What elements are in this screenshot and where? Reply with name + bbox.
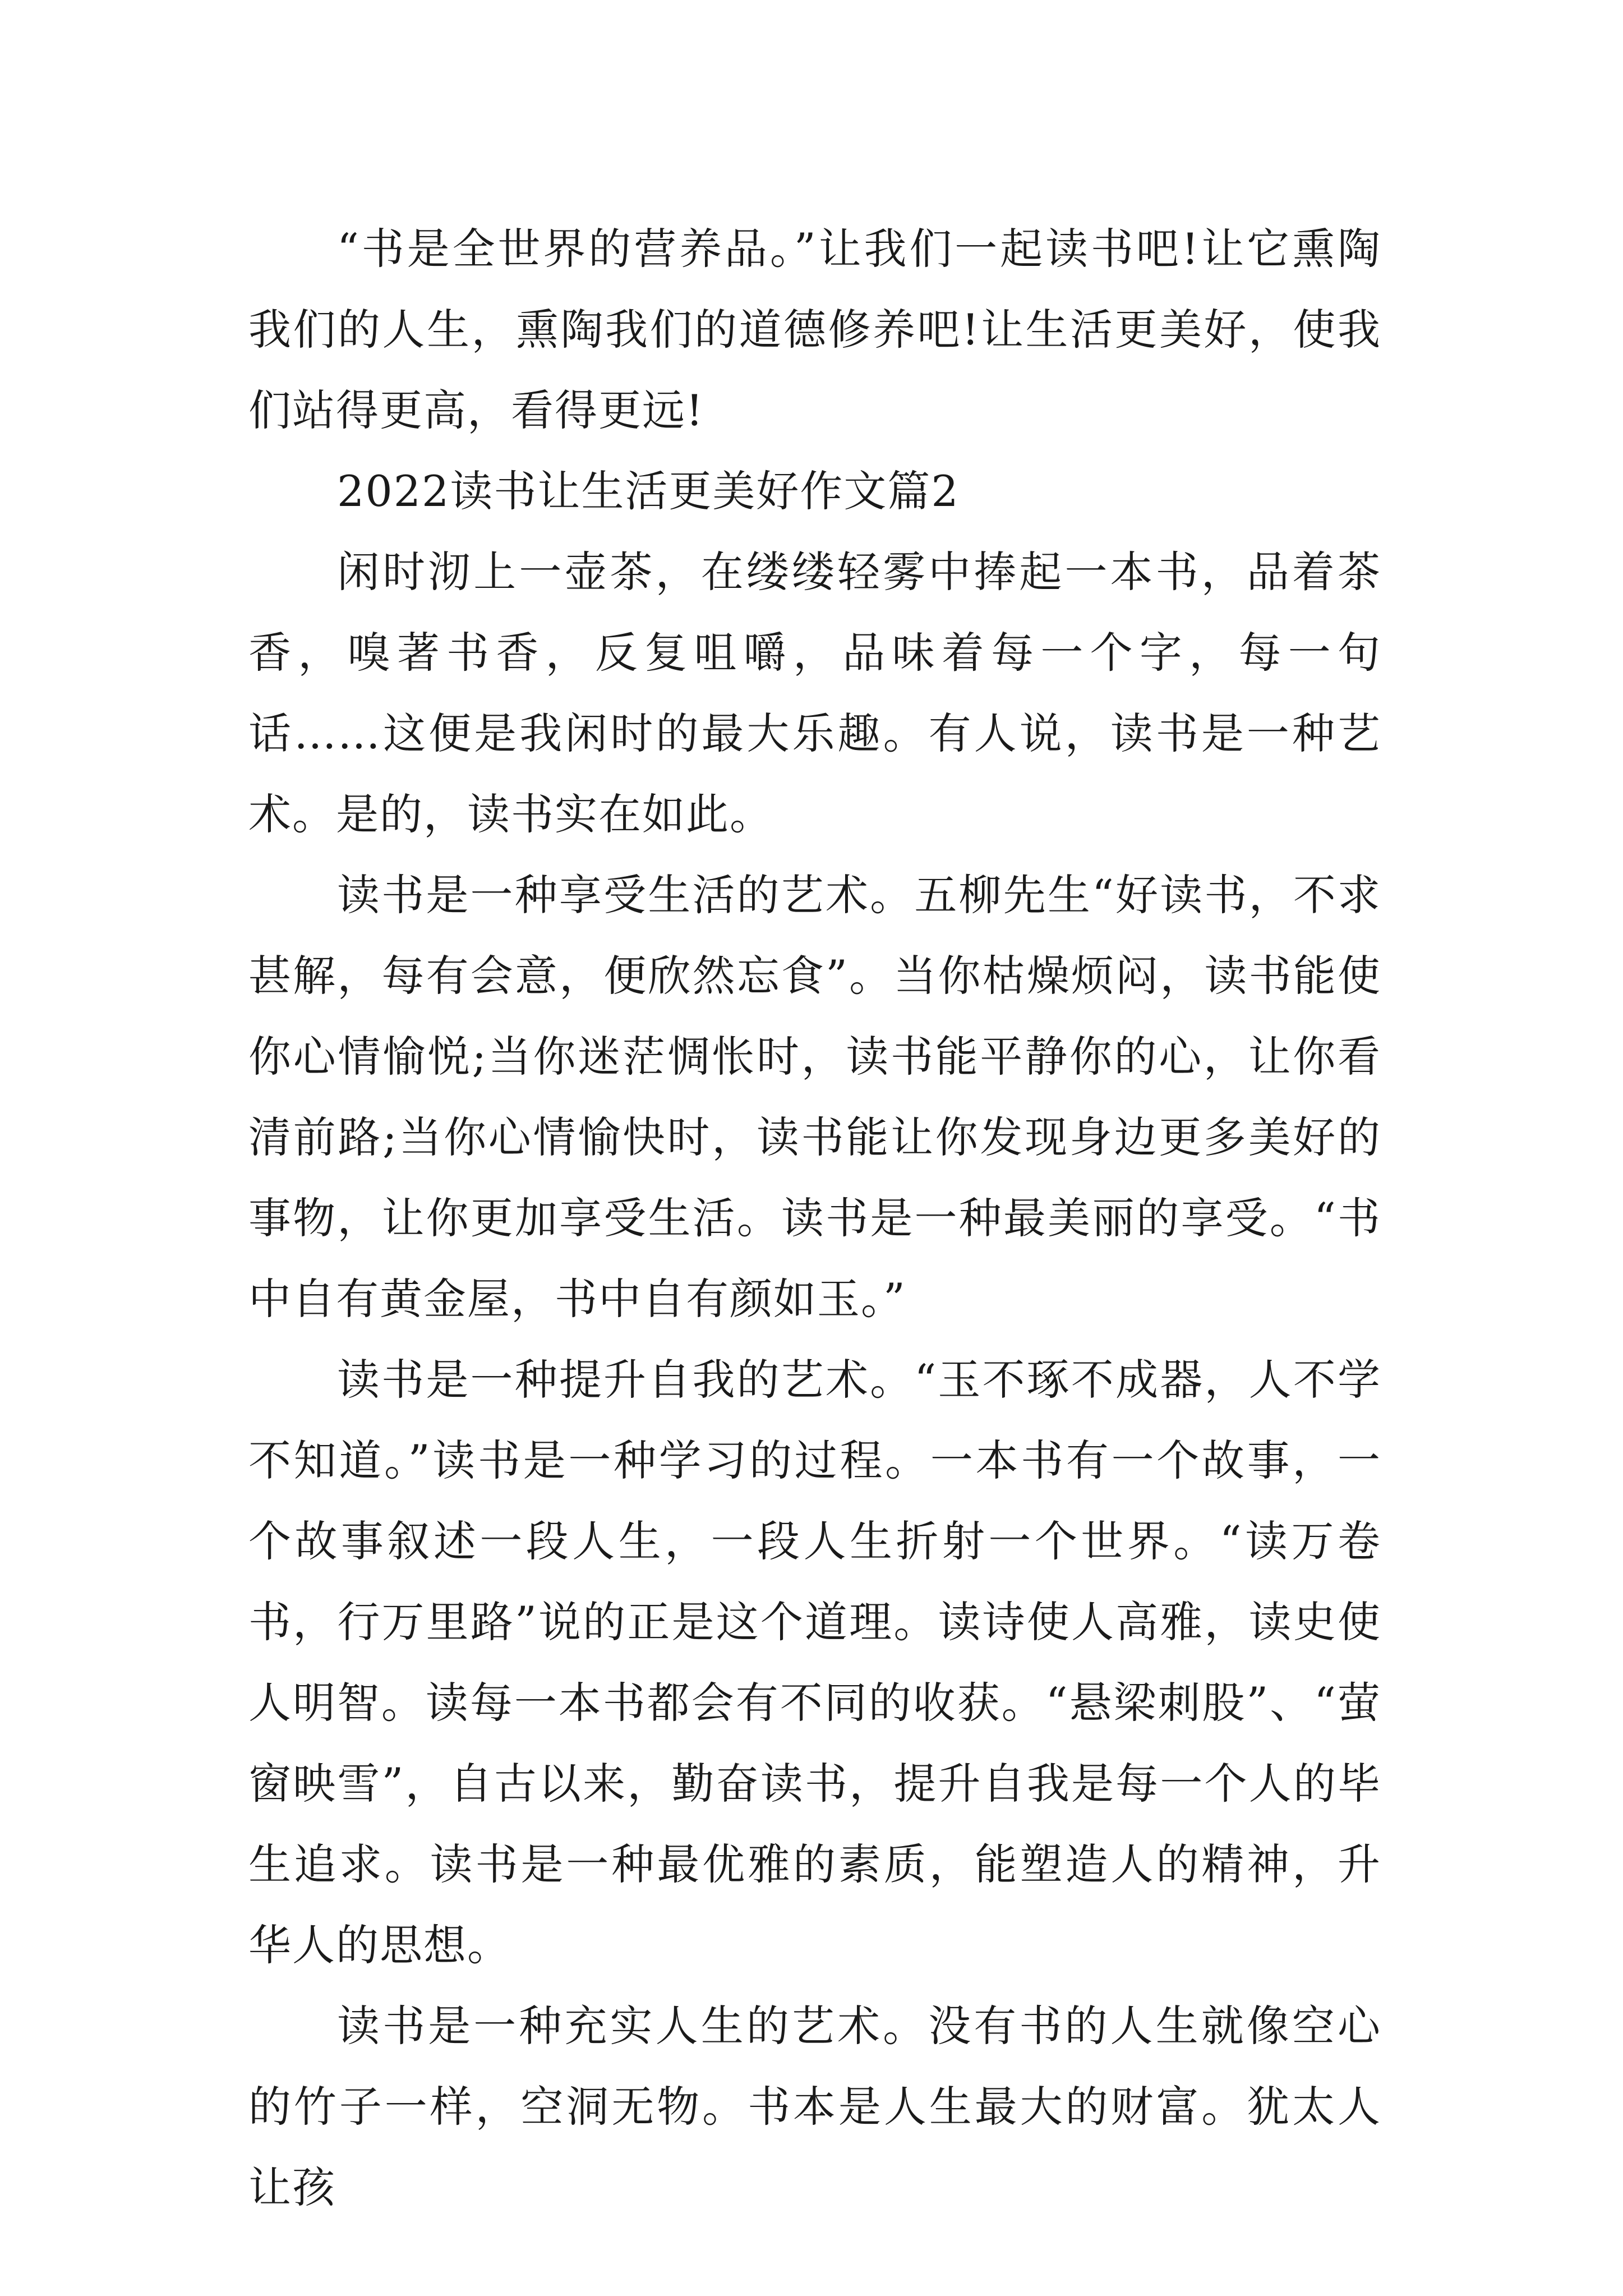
paragraph-enrich-life: 读书是一种充实人生的艺术。没有书的人生就像空心的竹子一样，空洞无物。书本是人生最大的财富。犹太人让孩 [248, 2001, 1381, 2212]
document-body [248, 209, 1381, 2228]
paragraph-closing-quote: “书是全世界的营养品。”让我们一起读书吧!让它熏陶我们的人生，熏陶我们的道德修养吧!让生活更美好，使我们站得更高，看得更远! [248, 224, 1381, 435]
paragraph-improve-self: 读书是一种提升自我的艺术。“玉不琢不成器，人不学不知道。”读书是一种学习的过程。一本书有一个故事，一个故事叙述一段人生，一段人生折射一个世界。“读万卷书，行万里路”说的正是这个道理。读诗使人高雅，读史使人明智。读每一本书都会有不同的收获。“悬梁刺股”、“萤窗映雪”，自古以来，勤奋读书，提升自我是每一个人的毕生追求。读书是一种最优雅的素质，能塑造人的精神，升华人的思想。 [248, 1355, 1381, 1970]
paragraph-enjoy-life: 读书是一种享受生活的艺术。五柳先生“好读书，不求甚解，每有会意，便欣然忘食”。当你枯燥烦闷，读书能使你心情愉悦;当你迷茫惆怅时，读书能平静你的心，让你看清前路;当你心情愉快时，读书能让你发现身边更多美好的事物，让你更加享受生活。读书是一种最美丽的享受。“书中自有黄金屋，书中自有颜如玉。” [248, 870, 1381, 1324]
paragraph-tea-reading: 闲时沏上一壶茶，在缕缕轻雾中捧起一本书，品着茶香，嗅著书香，反复咀嚼，品味着每一个字，每一句话……这便是我闲时的最大乐趣。有人说，读书是一种艺术。是的，读书实在如此。 [248, 547, 1381, 839]
section-heading: 2022读书让生活更美好作文篇2 [337, 466, 960, 516]
